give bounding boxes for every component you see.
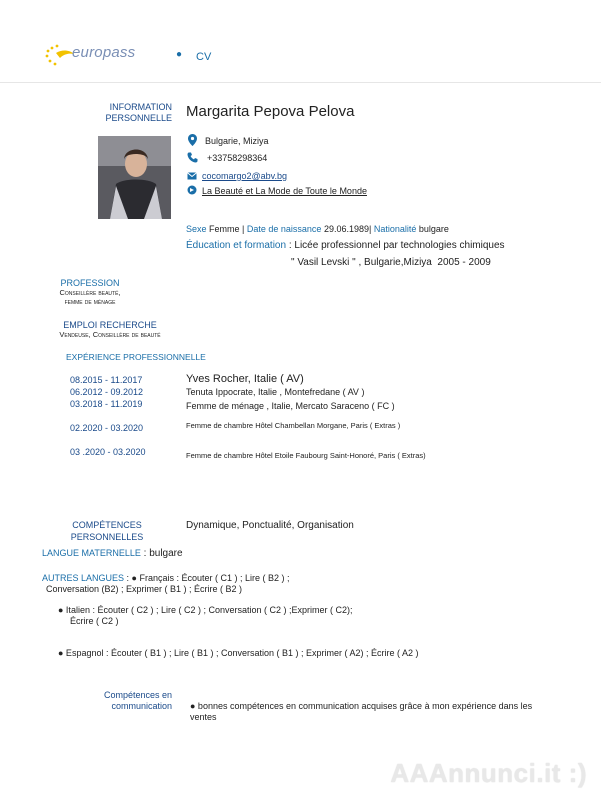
experience-date: 08.2015 - 11.2017 xyxy=(70,375,143,385)
nav-bullet-icon: ● xyxy=(176,49,183,60)
communication-value: ● bonnes compétences en communication acquises grâce à mon expérience dans les xyxy=(190,701,533,711)
separator: | xyxy=(369,224,374,234)
nationality-label: Nationalité xyxy=(373,224,417,234)
mother-tongue xyxy=(42,548,183,559)
phone-text: +33758298364 xyxy=(207,153,268,163)
experience-label: EXPÉRIENCE PROFESSIONNELLE xyxy=(66,352,206,362)
mother-tongue-value: : bulgare xyxy=(140,548,183,559)
experience-entry: Femme de ménage , Italie, Mercato Saraceno ( FC ) xyxy=(186,401,395,411)
experience-date: 02.2020 - 03.2020 xyxy=(70,423,144,433)
birth-label: Date de naissance xyxy=(246,224,322,234)
location-pin-icon xyxy=(186,134,198,149)
communication-label xyxy=(92,690,172,712)
communication-label-line: communication xyxy=(111,701,172,711)
profile-photo xyxy=(98,136,171,219)
language-spanish: ● Espagnol : Écouter ( B1 ) ; Lire ( B1 ) ; Conversation ( B1 ) ; Exprimer ( A2) ; Écrire ( A2 ) xyxy=(58,648,419,658)
experience-date: 03.2018 - 11.2019 xyxy=(70,399,143,409)
separator: | xyxy=(239,224,247,234)
experience-entry: Femme de chambre Hôtel Etoile Faubourg Saint-Honoré, Paris ( Extras) xyxy=(186,451,426,460)
language-french: : ● Français : Écouter ( C1 ) ; Lire ( B2 ) ; xyxy=(124,573,290,583)
profession-line: Conseillère beauté, xyxy=(59,288,121,297)
europass-wordmark: europass xyxy=(72,44,136,61)
full-name: Margarita Pepova Pelova xyxy=(186,103,355,120)
website-icon xyxy=(186,185,198,198)
section-label-line: PERSONNELLE xyxy=(105,113,172,123)
experience-entry: Tenuta Ippocrate, Italie , Montefredane ( AV ) xyxy=(186,387,365,397)
profession-block xyxy=(40,278,140,306)
education-line-1 xyxy=(186,240,505,251)
nationality-value: bulgare xyxy=(418,224,449,234)
profession-label: PROFESSION xyxy=(60,278,120,288)
mother-tongue-label: LANGUE MATERNELLE xyxy=(42,548,141,558)
birth-value: 29.06.1989 xyxy=(323,224,370,234)
profession-line: femme de ménage xyxy=(64,297,116,306)
email-link[interactable]: cocomargo2@abv.bg xyxy=(202,171,288,181)
other-languages-line xyxy=(42,573,290,583)
section-label-line: INFORMATION xyxy=(109,102,172,112)
job-search-block xyxy=(40,320,180,339)
job-search-label: EMPLOI RECHERCHE xyxy=(63,320,157,330)
experience-date: 06.2012 - 09.2012 xyxy=(70,387,144,397)
personal-details-line xyxy=(186,224,449,234)
watermark: AAAnnunci.it :) xyxy=(390,758,587,788)
skills-label-line: PERSONNELLES xyxy=(70,532,144,542)
europass-logo-icon xyxy=(42,40,76,70)
nav-cv-link[interactable]: CV xyxy=(196,51,212,63)
job-search-value: Vendeuse, Conseillère de beauté xyxy=(59,330,161,339)
communication-value-cont: ventes xyxy=(190,712,217,722)
sex-label: Sexe xyxy=(186,224,207,234)
experience-date: 03 .2020 - 03.2020 xyxy=(70,447,146,457)
other-languages-label: AUTRES LANGUES xyxy=(42,573,125,583)
language-italian-cont: Écrire ( C2 ) xyxy=(70,616,119,626)
experience-entry: Yves Rocher, Italie ( AV) xyxy=(186,373,304,385)
phone-icon xyxy=(186,152,198,166)
communication-label-line: Compétences en xyxy=(103,690,172,700)
email-icon xyxy=(186,171,198,183)
sex-value: Femme xyxy=(209,224,240,234)
skills-value: Dynamique, Ponctualité, Organisation xyxy=(186,520,354,531)
experience-entry: Femme de chambre Hôtel Chambellan Morgane, Paris ( Extras ) xyxy=(186,421,401,430)
section-label-personal xyxy=(80,102,172,124)
website-link[interactable]: La Beauté et La Mode de Toute le Monde xyxy=(202,186,367,196)
skills-label-line: COMPÉTENCES xyxy=(72,520,142,530)
education-line-2: " Vasil Levski " , Bulgarie,Miziya 2005 - 2009 xyxy=(291,257,491,268)
location-text: Bulgarie, Miziya xyxy=(205,136,269,146)
language-french-cont: Conversation (B2) ; Exprimer ( B1 ) ; Écrire ( B2 ) xyxy=(46,584,243,594)
cv-header xyxy=(0,0,601,83)
education-value: : Licée professionnel par technologies chimiques xyxy=(286,240,505,251)
language-italian: ● Italien : Écouter ( C2 ) ; Lire ( C2 ) ; Conversation ( C2 ) ;Exprimer ( C2); xyxy=(58,605,353,615)
education-label: Éducation et formation xyxy=(186,240,287,251)
skills-label xyxy=(60,519,154,543)
